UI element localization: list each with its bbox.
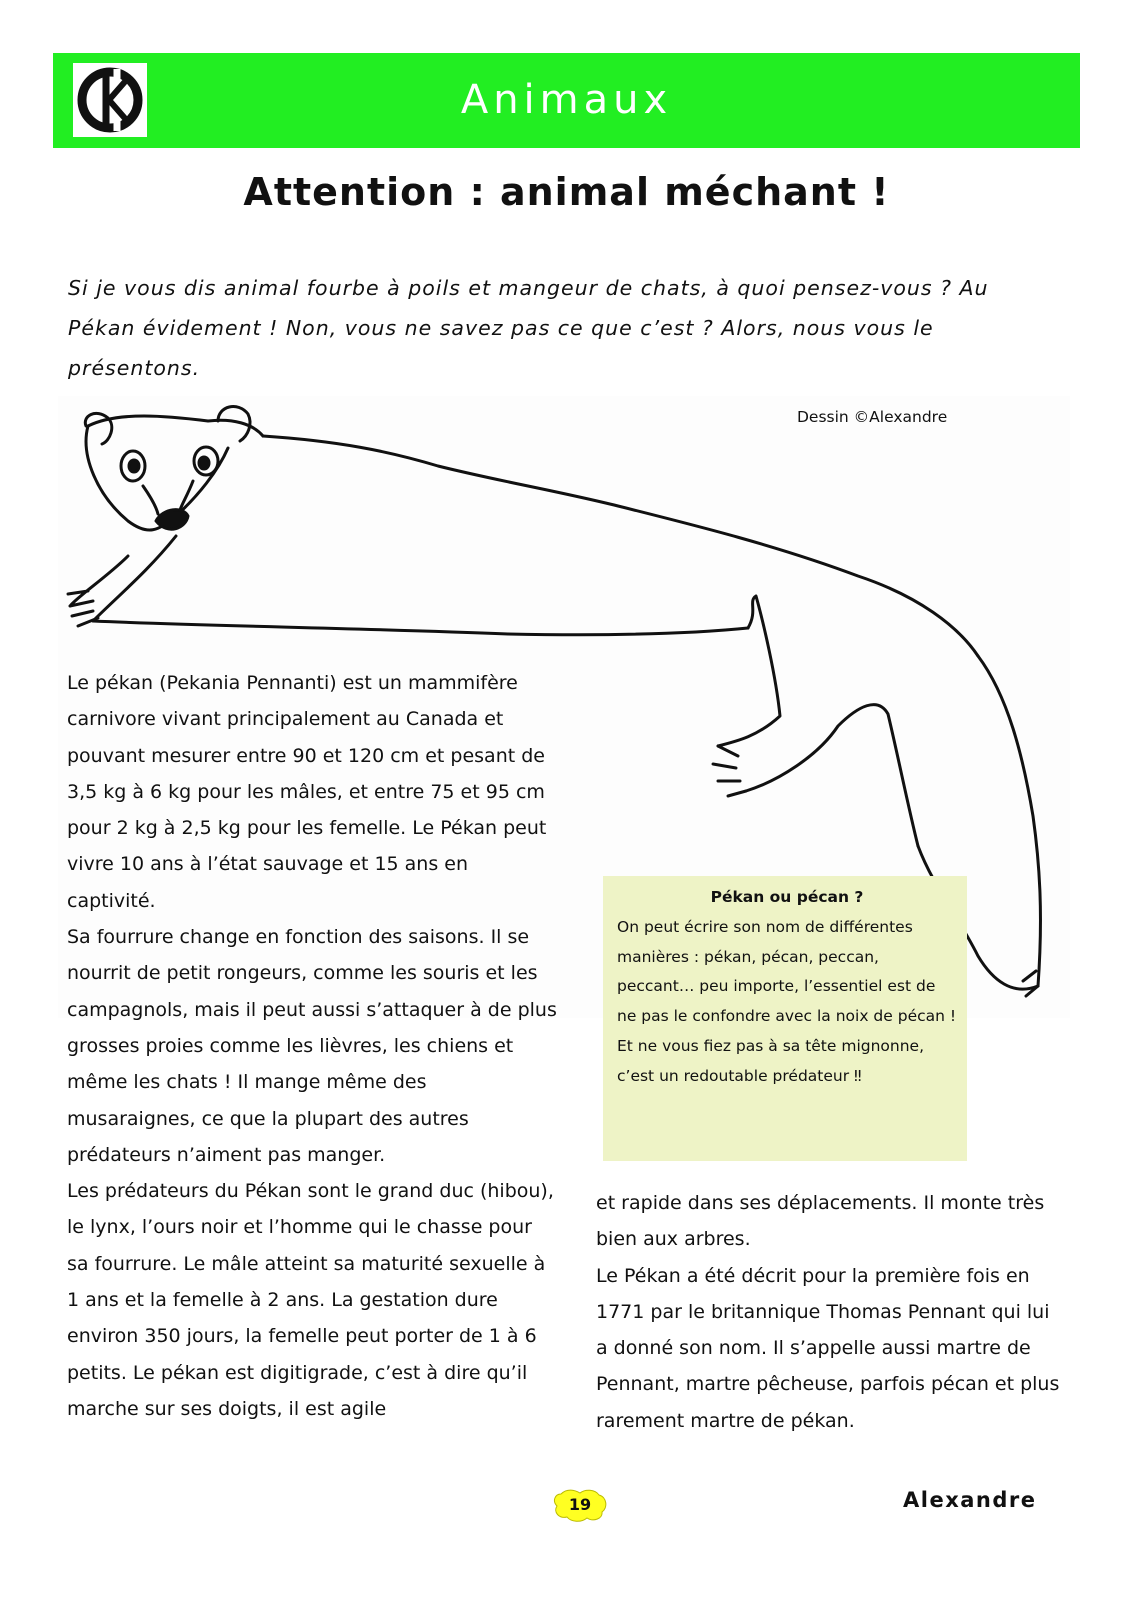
article-title: Attention : animal méchant ! [243,170,890,214]
paragraph-size: Le pékan (Pekania Pennanti) est un mammifère carnivore vivant principalement au Canada et pouvant mesurer entre 90 et 120 cm et pesant de 3,5 kg à 6 kg pour les mâles, et entre 75 et 95 cm pour 2 kg à 2,5 kg pour les femelle. Le Pékan peut vivre 10 ans à l’état sauvage et 15 ans en captivité. [67,672,547,912]
info-box-text: On peut écrire son nom de différentes manières : pékan, pécan, peccan, peccant… peu importe, l’essentiel est de ne pas le confondre avec la noix de pécan ! [617,917,957,1026]
info-box-title: Pékan ou pécan ? [710,888,864,906]
section-header [53,53,1080,148]
paragraph-diet: Sa fourrure change en fonction des saisons. Il se nourrit de petit rongeurs, comme les souris et les campagnols, mais il peut aussi s’attaquer à de plus grosses proies comme les lièvres, les chiens et même les chats ! Il mange même des musaraignes, ce que la plupart des autres prédateurs n’aiment pas manger. [67,926,557,1166]
info-box-warning: Et ne vous fiez pas à sa tête mignonne, c’est un redoutable prédateur ‼ [617,1036,925,1085]
page-number: 19 [568,1495,592,1514]
paragraph-predators: Les prédateurs du Pékan sont le grand duc (hibou), le lynx, l’ours noir et l’homme qui le chasse pour sa fourrure. Le mâle atteint sa maturité sexuelle à 1 ans et la femelle à 2 ans. La gestation dure environ 350 jours, la femelle peut porter de 1 à 6 petits. Le pékan est digitigrade, c’est à dire qu’il marche sur ses doigts, il est agile [67,1180,554,1420]
article-column-right [596,1185,1061,1439]
paragraph-history: Le Pékan a été décrit pour la première fois en 1771 par le britannique Thomas Pennant qui lui a donné son nom. Il s’appelle aussi martre de Pennant, martre pêcheuse, parfois pécan et plus rarement martre de pékan. [596,1264,1060,1432]
article-author: Alexandre [903,1488,1037,1512]
article-column-left [67,665,557,1427]
section-title: Animaux [460,77,673,123]
info-box [603,876,967,1161]
article-intro: Si je vous dis animal fourbe à poils et mangeur de chats, à quoi pensez-vous ? Au Pékan évidement ! Non, vous ne savez pas ce que c’est ? Alors, nous vous le présentons. [68,276,989,380]
paragraph-agility: et rapide dans ses déplacements. Il monte très bien aux arbres. [596,1192,1045,1251]
illustration-credit: Dessin ©Alexandre [797,408,948,426]
page-number-badge [553,1488,607,1522]
